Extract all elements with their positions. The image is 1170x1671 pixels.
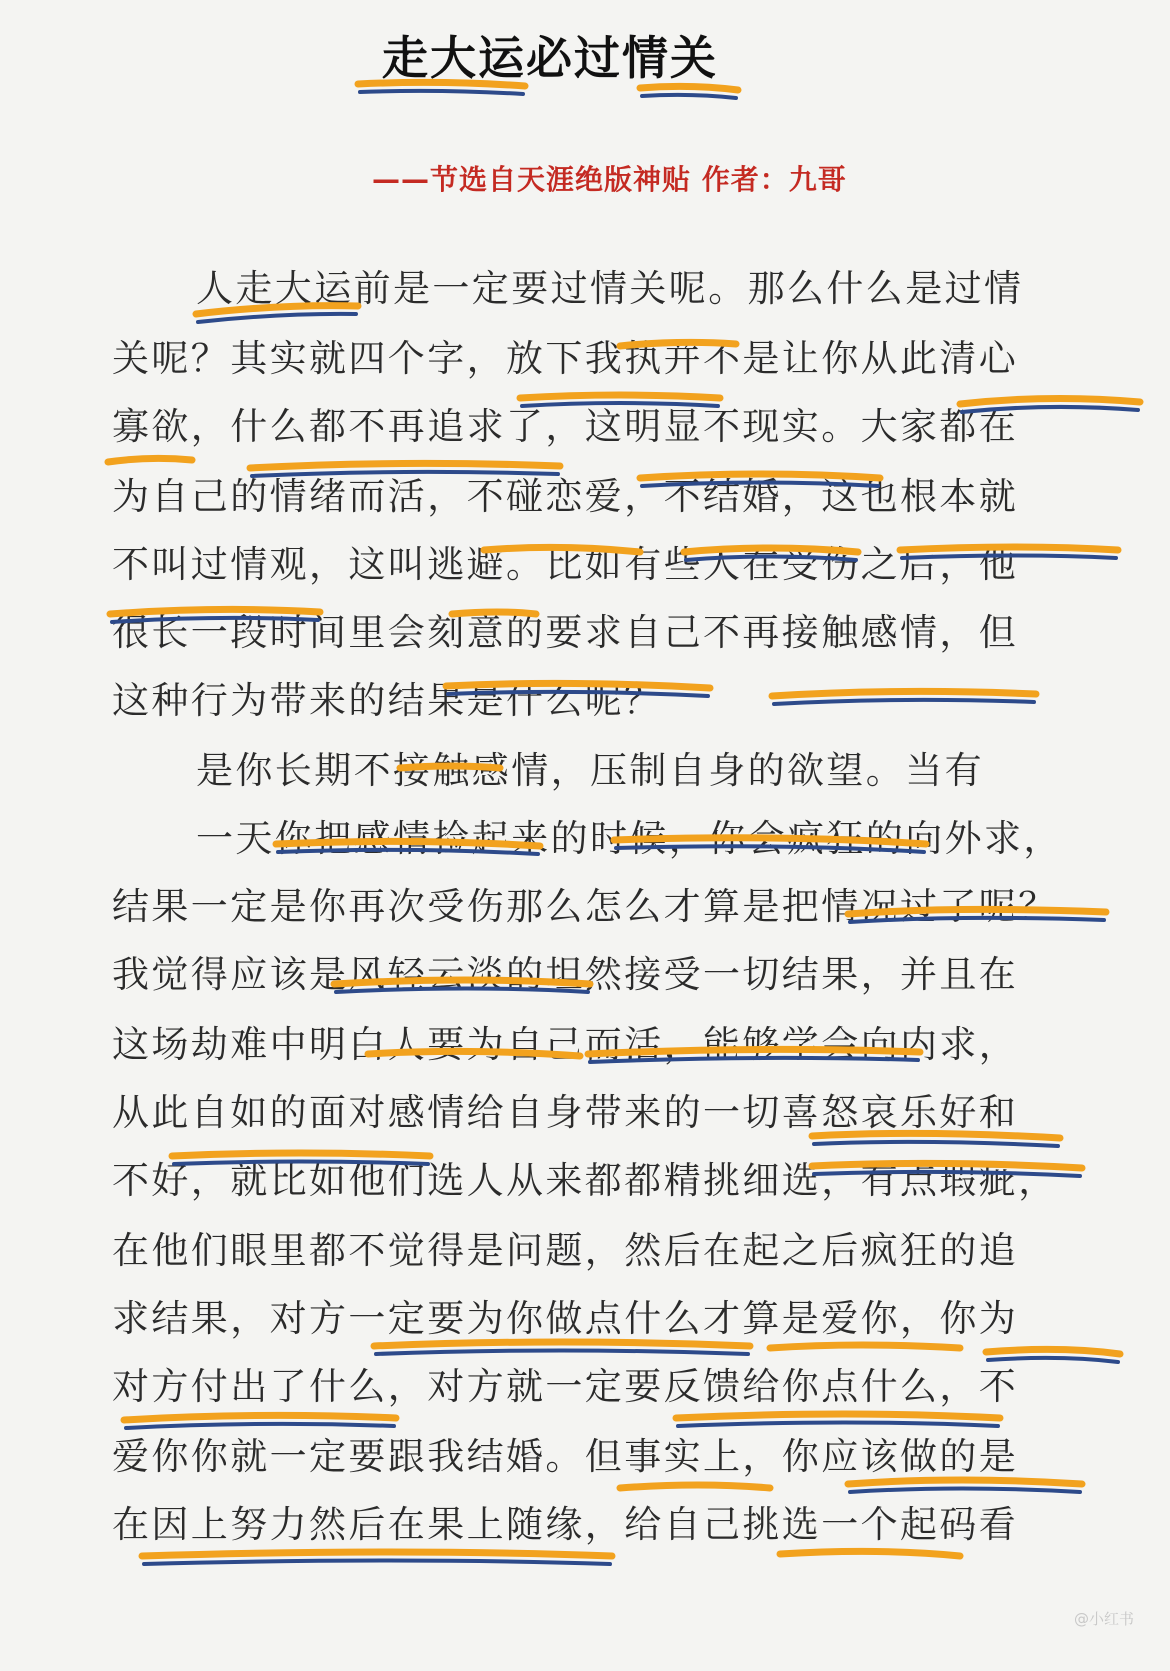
paragraph-line: 这种行为带来的结果是什么呢？ [112,679,664,722]
paragraph-line: 关呢？其实就四个字，放下我执并不是让你从此清心 [112,337,1019,380]
navy-underline-stroke [774,700,1034,704]
paragraph-line: 在因上努力然后在果上随缘，给自己挑选一个起码看 [112,1503,1019,1546]
orange-underline-stroke [986,1349,1120,1354]
paragraph-line: 爱你你就一定要跟我结婚。但事实上，你应该做的是 [112,1435,1019,1478]
orange-underline-stroke [848,1480,1082,1484]
orange-underline-stroke [124,1415,396,1420]
paragraph-line: 是你长期不接触感情，压制自身的欲望。当有 [196,749,984,792]
paragraph-line: 不叫过情观，这叫逃避。比如有些人在受伤之后，他 [112,543,1019,586]
article-title: 走大运必过情关 [382,31,718,85]
orange-underline-stroke [770,1345,960,1348]
paragraph-line: 人走大运前是一定要过情关呢。那么什么是过情 [196,267,1024,310]
paragraph-line: 寡欲，什么都不再追求了，这明显不现实。大家都在 [112,405,1019,448]
paragraph-line: 很长一段时间里会刻意的要求自己不再接触感情，但 [112,611,1019,654]
navy-underline-stroke [642,95,736,98]
watermark: @小红书 [1073,1610,1134,1628]
paragraph-line: 求结果，对方一定要为你做点什么才算是爱你，你为 [112,1297,1019,1340]
paragraph-line: 对方付出了什么，对方就一定要反馈给你点什么，不 [112,1365,1019,1408]
orange-underline-stroke [374,1342,750,1346]
orange-underline-stroke [780,1551,960,1556]
orange-underline-stroke [772,691,1036,696]
orange-underline-stroke [620,1485,770,1488]
paragraph-line: 在他们眼里都不觉得是问题，然后在起之后疯狂的追 [112,1229,1019,1272]
orange-underline-stroke [108,458,192,462]
paragraph-line: 不好，就比如他们选人从来都都精挑细选，有点瑕疵， [112,1159,1058,1202]
navy-underline-stroke [144,1561,610,1565]
navy-underline-stroke [814,1142,1058,1146]
paragraph-line: 这场劫难中明白人要为自己而活，能够学会向内求， [112,1023,1019,1066]
navy-underline-stroke [360,91,523,94]
paragraph-line: 从此自如的面对感情给自身带来的一切喜怒哀乐好和 [112,1091,1019,1134]
orange-underline-stroke [142,1552,612,1556]
paragraph-line: 一天你把感情捡起来的时候，你会疯狂的向外求， [196,817,1063,860]
navy-underline-stroke [850,1489,1080,1493]
paragraph-line: 我觉得应该是风轻云淡的坦然接受一切结果，并且在 [112,953,1019,996]
navy-underline-stroke [198,314,356,322]
paragraph-line: 为自己的情绪而活，不碰恋爱，不结婚，这也根本就 [112,475,1019,518]
article-source: ——节选自天涯绝版神贴 作者：九哥 [372,163,847,196]
paragraph-line: 结果一定是你再次受伤那么怎么才算是把情况过了呢？ [112,885,1058,928]
navy-underline-stroke [376,1351,748,1355]
orange-underline-stroke [676,1414,1000,1418]
